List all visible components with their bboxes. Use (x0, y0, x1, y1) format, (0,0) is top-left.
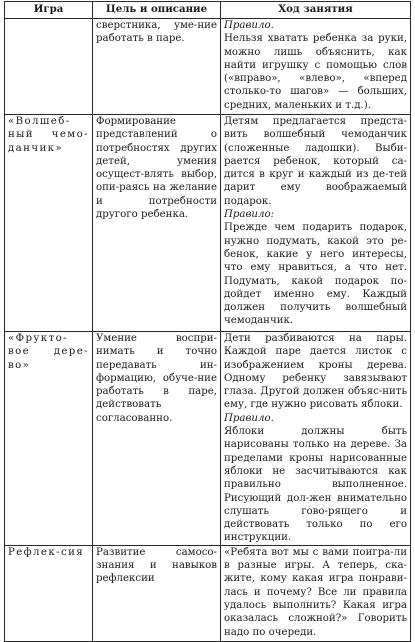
header-course: Ход занятия (221, 2, 411, 19)
table-header-row (5, 2, 411, 19)
course-cell (221, 332, 411, 546)
goal-cell (93, 19, 221, 115)
rule-label: Правило. (224, 20, 274, 31)
course-text: Детям предлагается предста-вить волшебный чемоданчик (сложенные ладошки). Выби-рается ребенок, который са-дится в круг и каждый из де-тей дарит ему воображаемый подарок. (224, 116, 407, 207)
course-cell (221, 115, 411, 332)
goal-cell (93, 332, 221, 546)
header-game: Игра (5, 2, 93, 19)
header-goal: Цель и описание (93, 2, 221, 19)
table-row (5, 115, 411, 332)
goal-cell (93, 115, 221, 332)
course-cell (221, 19, 411, 115)
game-cell: Рефлек-сия (5, 545, 93, 641)
table-row (5, 545, 411, 641)
lesson-table (4, 1, 411, 642)
game-cell (5, 19, 93, 115)
goal-text: Развитие самосо-знания и навыков рефлексии (96, 546, 217, 585)
rule-label: Правило. (224, 412, 274, 424)
course-cell (221, 545, 411, 641)
goal-cell (93, 545, 221, 641)
table-row (5, 19, 411, 115)
rule-text: Яблоки должны быть нарисованы только на дереве. За пределами кроны нарисованные яблоки не засчитываются как правильно выполненное. Рисующий дол-жен внимательно слушать гово-рящего и действовать только по его инструкции. (224, 426, 407, 544)
rule-text: Нельзя хватать ребенка за руки, можно лишь объяснить, как найти игрушку с помощью слов («вправо», «влево», «вперед столько-то шагов» — больших, средних, маленьких и т.д.). (224, 33, 407, 111)
rule-label: Правило: (224, 209, 275, 221)
table-row (5, 332, 411, 546)
goal-text: Формирование представлений о потребностях других детей, умения осущест-влять выбор, опи-раясь на желание и потребности другого ребенка. (96, 116, 217, 221)
game-cell: «Фрукто-вое дере-во» (5, 332, 93, 546)
goal-text: Умение воспри-нимать и точно передавать ин-формацию, обуче-ние работать в паре, действовать согласованно. (96, 333, 217, 424)
goal-text: сверстника, уме-ние работать в паре. (96, 20, 217, 45)
game-cell: «Волшеб-ный чемо-данчик» (5, 115, 93, 332)
course-text: Дети разбиваются на пары. Каждой паре дается листок с изображением кроны дерева. Одному ребенку завязывают глаза. Другой должен объяс-нить ему, где нужно рисовать яблоки. (224, 333, 407, 411)
rule-text: Прежде чем подарить подарок, нужно подумать, какой это ре-бенок, какие у него интересы, что ему нравиться, а что нет. Подумать, какой подарок по-дойдет именно ему. Каждый должен получить волшебный чемоданчик. (224, 222, 407, 327)
course-text: «Ребята вот мы с вами поигра-ли в разные игры. А теперь, ска-жите, кому какая игра понрави-лась и почему? Все ли правила удалось выполнить? Какая игра оказалась сложной?» Говорить надо по очереди. (224, 546, 407, 638)
